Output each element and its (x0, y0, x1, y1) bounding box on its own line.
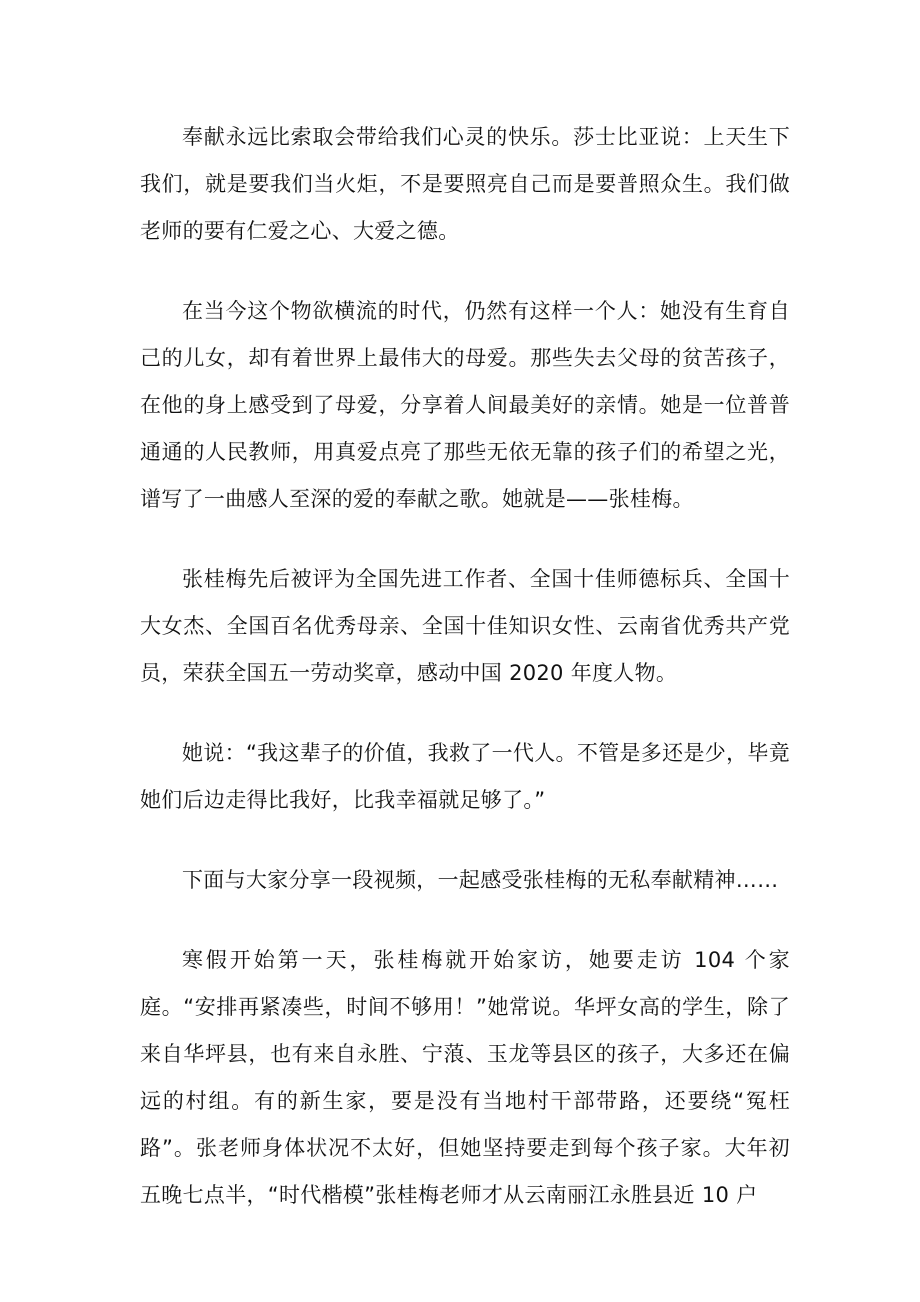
paragraph-5: 下面与大家分享一段视频，一起感受张桂梅的无私奉献精神…… (182, 868, 779, 892)
paragraph-1: 奉献永远比索取会带给我们心灵的快乐。莎士比亚说：上天生下我们，就是要我们当火炬，不是要照亮自己而是要普照众生。我们做老师的要有仁爱之心、大爱之德。 (140, 125, 790, 243)
paragraph-4: 她说：“我这辈子的价值，我救了一代人。不管是多还是少，毕竟她们后边走得比我好，比我幸福就足够了。” (140, 741, 790, 812)
paragraph-3: 张桂梅先后被评为全国先进工作者、全国十佳师德标兵、全国十大女杰、全国百名优秀母亲、全国十佳知识女性、云南省优秀共产党员，荣获全国五一劳动奖章，感动中国 2020 年度人物。 (140, 567, 790, 685)
paragraph-6: 寒假开始第一天，张桂梅就开始家访，她要走访 104 个家庭。“安排再紧凑些，时间不够用！”她常说。华坪女高的学生，除了来自华坪县，也有来自永胜、宁蒗、玉龙等县区的孩子，大多还在偏远的村组。有的新生家，要是没有当地村干部带路，还要绕“冤枉路”。张老师身体状况不太好，但她坚持要走到每个孩子家。大年初五晚七点半，“时代楷模”张桂梅老师才从云南丽江永胜县近 10 户 (140, 948, 790, 1207)
paragraph-2: 在当今这个物欲横流的时代，仍然有这样一个人：她没有生育自己的儿女，却有着世界上最伟大的母爱。那些失去父母的贫苦孩子，在他的身上感受到了母爱，分享着人间最美好的亲情。她是一位普普通通的人民教师，用真爱点亮了那些无依无靠的孩子们的希望之光，谱写了一曲感人至深的爱的奉献之歌。她就是——张桂梅。 (140, 299, 790, 511)
document-page (140, 114, 790, 1252)
